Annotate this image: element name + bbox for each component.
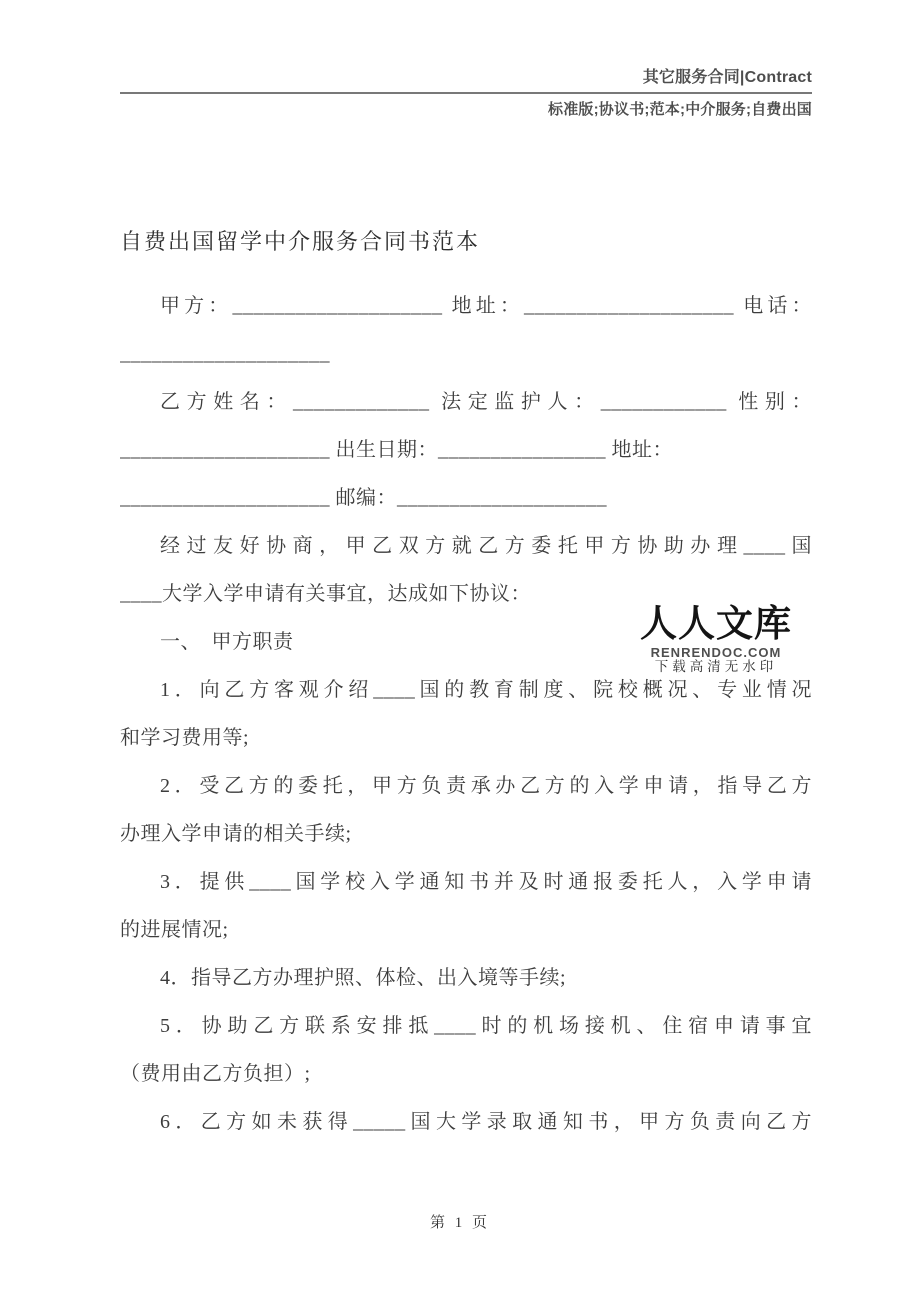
header-category-label: 其它服务合同|Contract xyxy=(642,69,812,86)
header-tags-label: 标准版;协议书;范本;中介服务;自费出国 xyxy=(548,101,812,118)
document-line: 办理入学申请的相关手续; xyxy=(120,823,352,845)
document-line: 3．提供____国学校入学通知书并及时通报委托人，入学申请 xyxy=(160,871,812,893)
watermark-brand: 人人文库 xyxy=(640,603,792,644)
document-title: 自费出国留学中介服务合同书范本 xyxy=(120,229,481,254)
document-line: 甲方：____________________ 地址：____________________ 电话： xyxy=(160,295,812,317)
document-line: ____________________ xyxy=(120,343,330,365)
document-line: ____________________ 邮编：____________________ xyxy=(120,487,607,509)
document-line: 和学习费用等; xyxy=(120,727,250,749)
header-divider xyxy=(120,92,812,94)
document-line: 5．协助乙方联系安排抵____时的机场接机、住宿申请事宜 xyxy=(160,1015,812,1037)
document-line: 6．乙方如未获得_____国大学录取通知书，甲方负责向乙方 xyxy=(160,1111,812,1133)
document-line: ____大学入学申请有关事宜，达成如下协议： xyxy=(120,583,531,605)
document-line: 的进展情况; xyxy=(120,919,229,941)
document-line: 1．向乙方客观介绍____国的教育制度、院校概况、专业情况 xyxy=(160,679,812,701)
page-header xyxy=(120,0,812,119)
document-line: 经过友好协商，甲乙双方就乙方委托甲方协助办理____国 xyxy=(160,535,812,557)
document-body xyxy=(120,225,812,1146)
document-line: 4．指导乙方办理护照、体检、出入境等手续; xyxy=(160,967,567,989)
document-line: ____________________ 出生日期：________________ 地址： xyxy=(120,439,673,461)
document-line: 2．受乙方的委托，甲方负责承办乙方的入学申请，指导乙方 xyxy=(160,775,812,797)
document-line: 一、 甲方职责 xyxy=(160,631,294,653)
page-footer xyxy=(0,1211,920,1232)
document-text xyxy=(120,282,812,1146)
document-line: 乙方姓名：_____________ 法定监护人：____________ 性别： xyxy=(160,391,812,413)
document-line: （费用由乙方负担）; xyxy=(120,1063,311,1085)
page-number: 第 1 页 xyxy=(429,1215,490,1231)
watermark-domain: RENRENDOC.COM xyxy=(650,645,782,660)
watermark-tagline: 下载高清无水印 xyxy=(654,659,778,674)
